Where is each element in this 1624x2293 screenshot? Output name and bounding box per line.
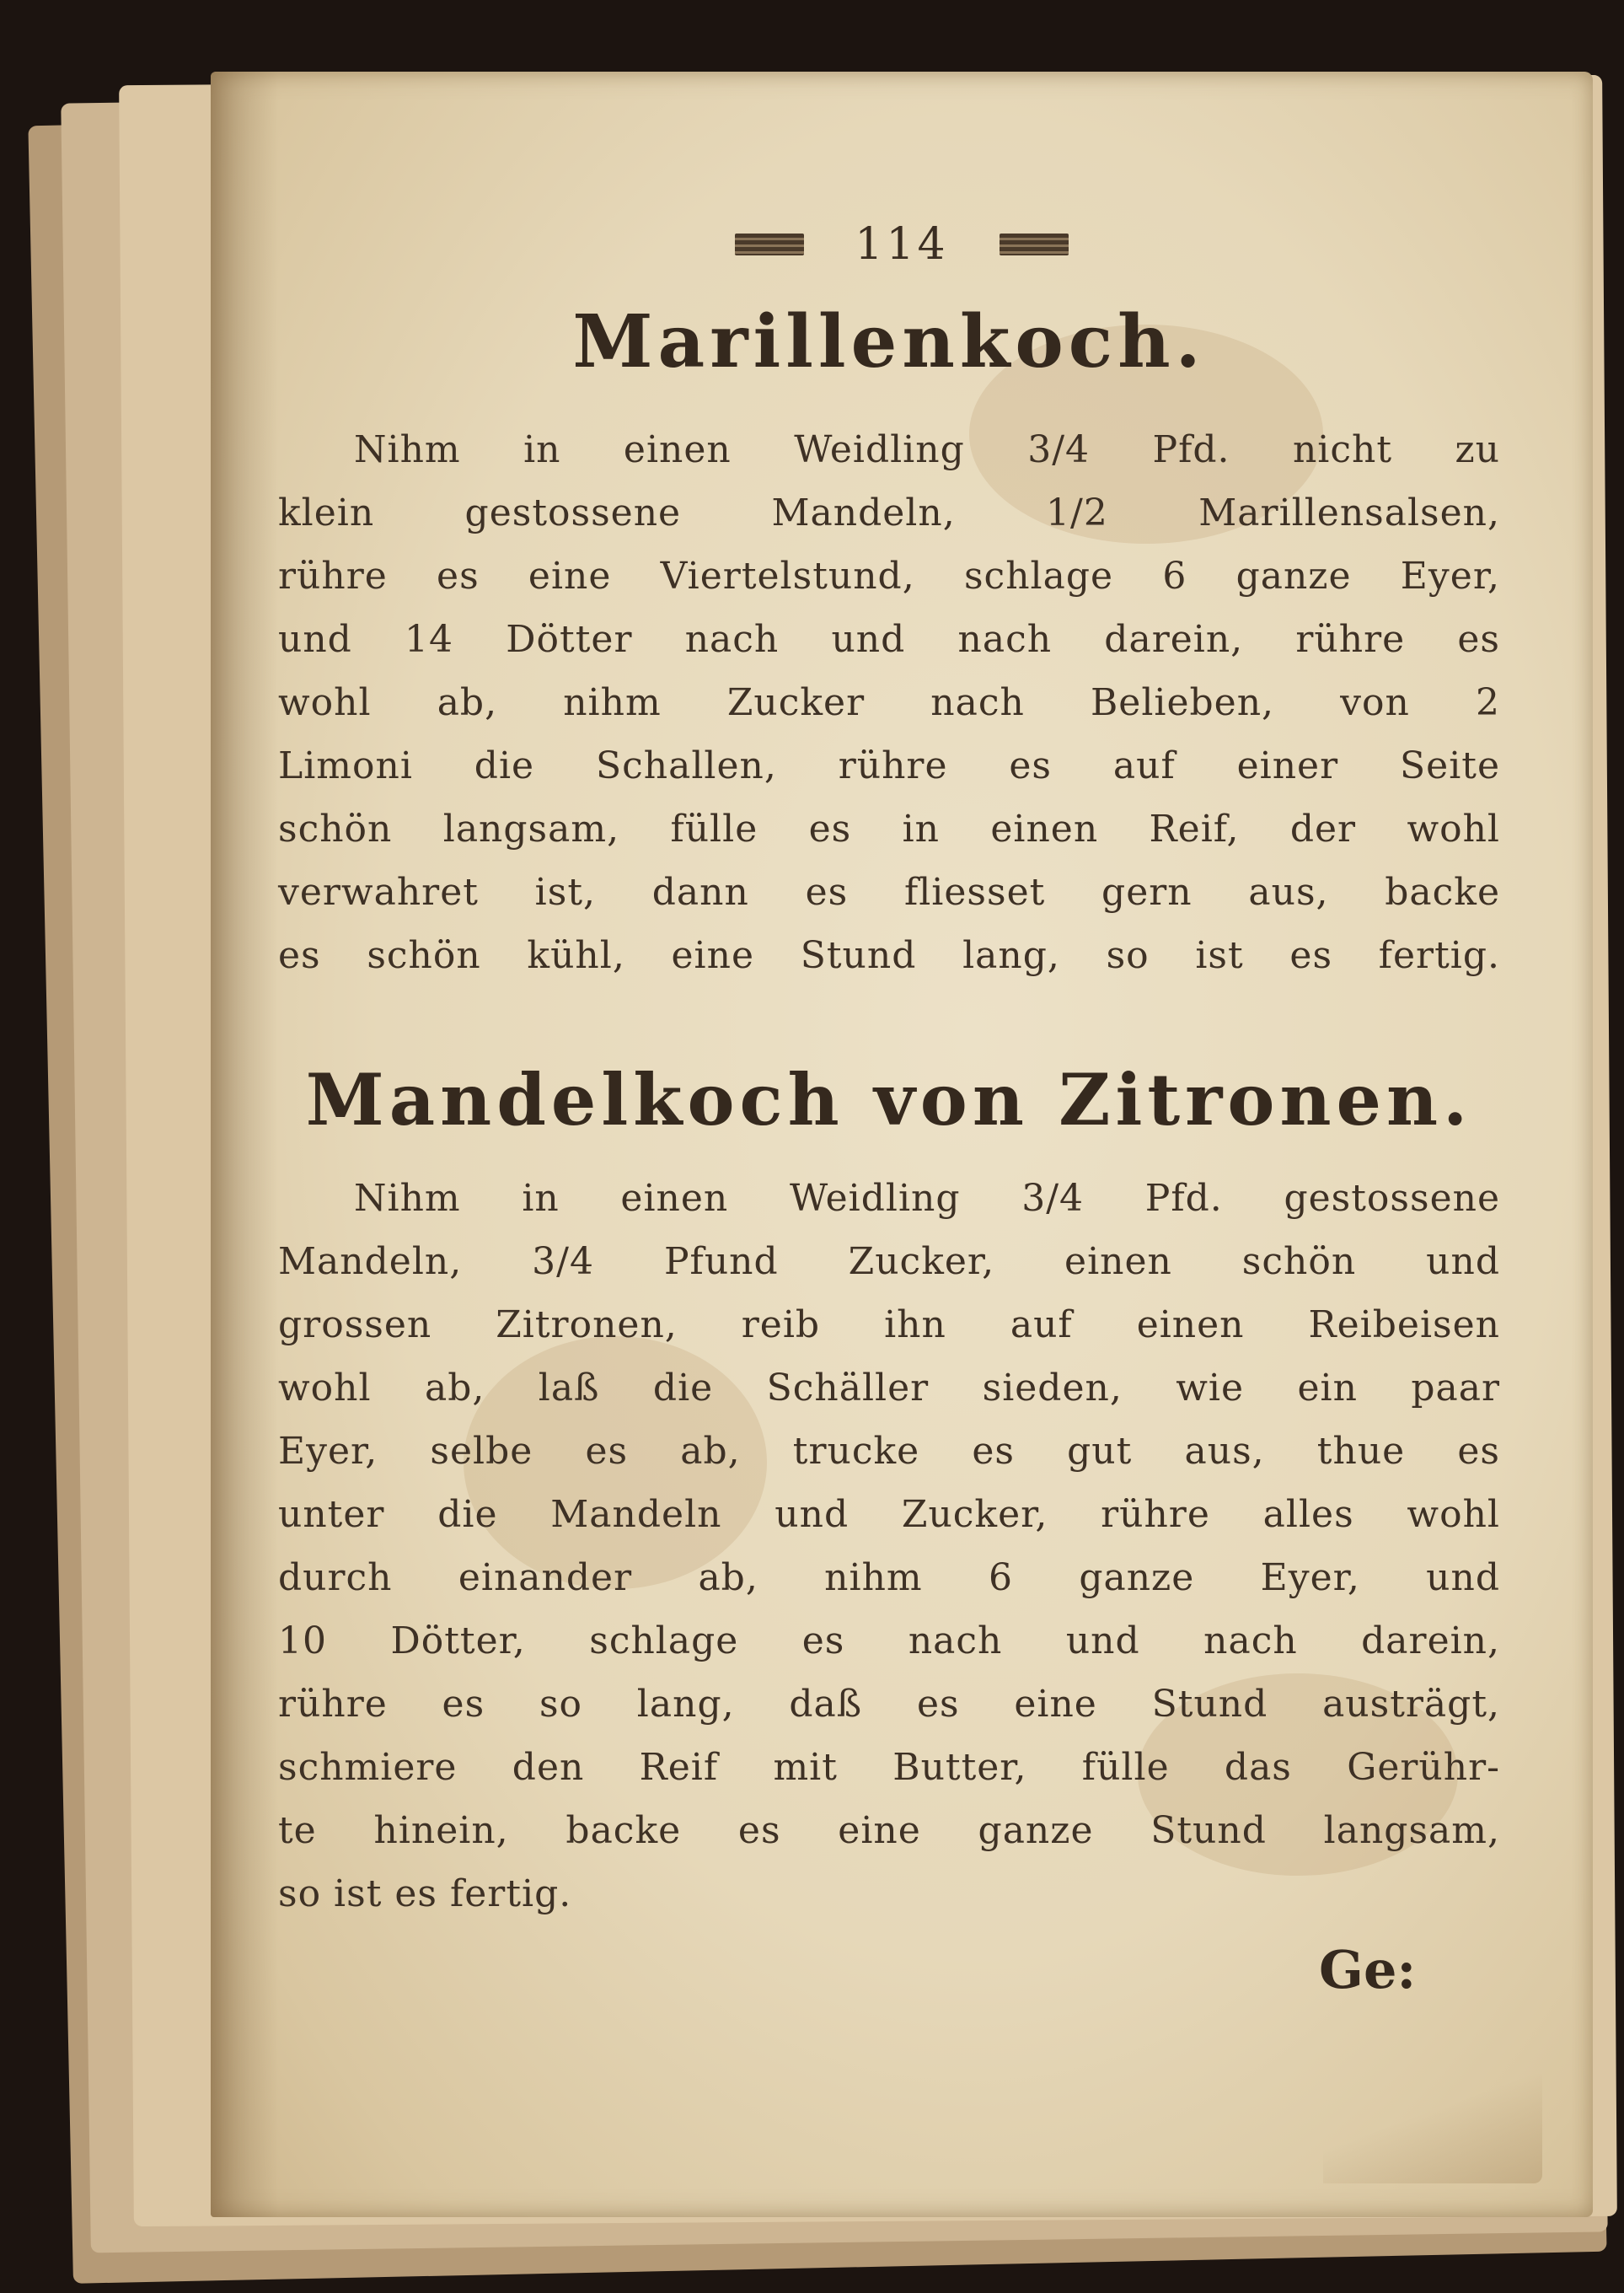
text-line: es schön kühl, eine Stund lang, so ist es fertig. <box>278 934 1500 977</box>
text-line: Nihm in einen Weidling 3/4 Pfd. gestossene <box>354 1177 1500 1220</box>
text-line: 10 Dötter, schlage es nach und nach darein, <box>278 1619 1500 1662</box>
text-line: verwahret ist, dann es fliesset gern aus, backe <box>278 871 1500 914</box>
text-line: wohl ab, laß die Schäller sieden, wie ein paar <box>278 1367 1500 1410</box>
recipe-title: Mandelkoch von Zitronen. <box>305 1058 1473 1141</box>
recipe-body <box>278 418 1500 987</box>
text-line: klein gestossene Mandeln, 1/2 Marillensalsen, <box>278 491 1500 534</box>
recipe-section-2 <box>278 1058 1500 1925</box>
text-line: grossen Zitronen, reib ihn auf einen Reibeisen <box>278 1303 1500 1346</box>
text-line: rühre es eine Viertelstund, schlage 6 ganze Eyer, <box>278 555 1500 598</box>
text-line: so ist es fertig. <box>278 1872 572 1915</box>
recipe-body <box>278 1167 1500 1925</box>
text-line: Mandeln, 3/4 Pfund Zucker, einen schön und <box>278 1240 1500 1283</box>
text-line: unter die Mandeln und Zucker, rühre alles wohl <box>278 1493 1500 1536</box>
ornament-bar-left <box>735 234 804 255</box>
catchword: Ge: <box>1319 1939 1417 2000</box>
page-corner-fold <box>1323 2074 1542 2183</box>
binding-shadow <box>211 72 278 2217</box>
text-line: Eyer, selbe es ab, trucke es gut aus, thue es <box>278 1430 1500 1473</box>
text-line: schmiere den Reif mit Butter, fülle das Gerühr- <box>278 1746 1500 1789</box>
text-line: Nihm in einen Weidling 3/4 Pfd. nicht zu <box>354 428 1500 471</box>
text-line: und 14 Dötter nach und nach darein, rühre es <box>278 618 1500 661</box>
running-head <box>211 219 1593 270</box>
text-line: rühre es so lang, daß es eine Stund austrägt, <box>278 1683 1500 1726</box>
text-line: durch einander ab, nihm 6 ganze Eyer, und <box>278 1556 1500 1599</box>
page-number: 114 <box>855 219 949 270</box>
recipe-title: Marillenkoch. <box>572 299 1206 384</box>
ornament-bar-right <box>1000 234 1069 255</box>
text-line: wohl ab, nihm Zucker nach Belieben, von 2 <box>278 681 1500 724</box>
recipe-section-1 <box>278 299 1500 987</box>
text-line: Limoni die Schallen, rühre es auf einer Seite <box>278 744 1500 787</box>
text-line: schön langsam, fülle es in einen Reif, der wohl <box>278 808 1500 851</box>
text-line: te hinein, backe es eine ganze Stund langsam, <box>278 1809 1500 1852</box>
